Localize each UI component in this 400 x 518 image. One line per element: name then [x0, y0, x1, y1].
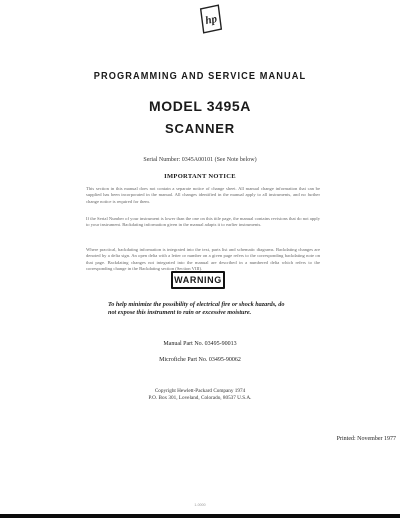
copyright-line: Copyright Hewlett-Packard Company 1974 — [154, 388, 246, 394]
hp-logo-icon — [196, 4, 226, 34]
notice-paragraph-1: This section in this manual does not contain a separate notice of change sheet. All manual change information that can be supplied has been incorporated in the manual. All changes identified in the manual apply to all instruments, and no further change notice is required for them. — [86, 186, 320, 204]
product-name-heading: SCANNER — [165, 121, 235, 136]
manual-part-number: Manual Part No. 03495-90013 — [163, 341, 237, 347]
address-line: P.O. Box 301, Loveland, Colorado, 80537 U.S.A. — [148, 394, 252, 401]
microfiche-part-number: Microfiche Part No. 03495-90062 — [159, 357, 241, 363]
warning-label: WARNING — [174, 275, 222, 285]
warning-badge — [171, 271, 225, 289]
notice-paragraph-3: Where practical, backdating information is integrated into the text, parts list and schematic diagrams. Backdating changes are denoted by a delta sign. An open delta with a letter or number on a given page refers to the corresponding backdating note on that page. Backdating changes not integrated into the manual are described in a numbered delta which refers to the corresponding change in the Backdating section (Section VIII). — [86, 247, 320, 271]
page-mark: 1-0000 — [194, 503, 206, 507]
scan-bottom-edge — [0, 514, 400, 518]
printed-date: Printed: November 1977 — [336, 436, 396, 442]
document-type-heading: PROGRAMMING AND SERVICE MANUAL — [93, 71, 307, 82]
svg-text:hp: hp — [204, 12, 219, 28]
notice-paragraph-2: If the Serial Number of your instrument is lower than the one on this title page, the manual contains revisions that do not apply to your instrument. Backdating information given in the manual adapts it to earlier instruments. — [86, 216, 320, 228]
notice-title: IMPORTANT NOTICE — [164, 173, 236, 180]
copyright-block — [60, 388, 340, 401]
warning-text: To help minimize the possibility of electrical fire or shock hazards, do not expose this instrument to rain or excessive moisture. — [108, 301, 285, 316]
model-heading: MODEL 3495A — [148, 98, 252, 114]
serial-number-line: Serial Number: 0345A00101 (See Note below) — [143, 157, 257, 163]
